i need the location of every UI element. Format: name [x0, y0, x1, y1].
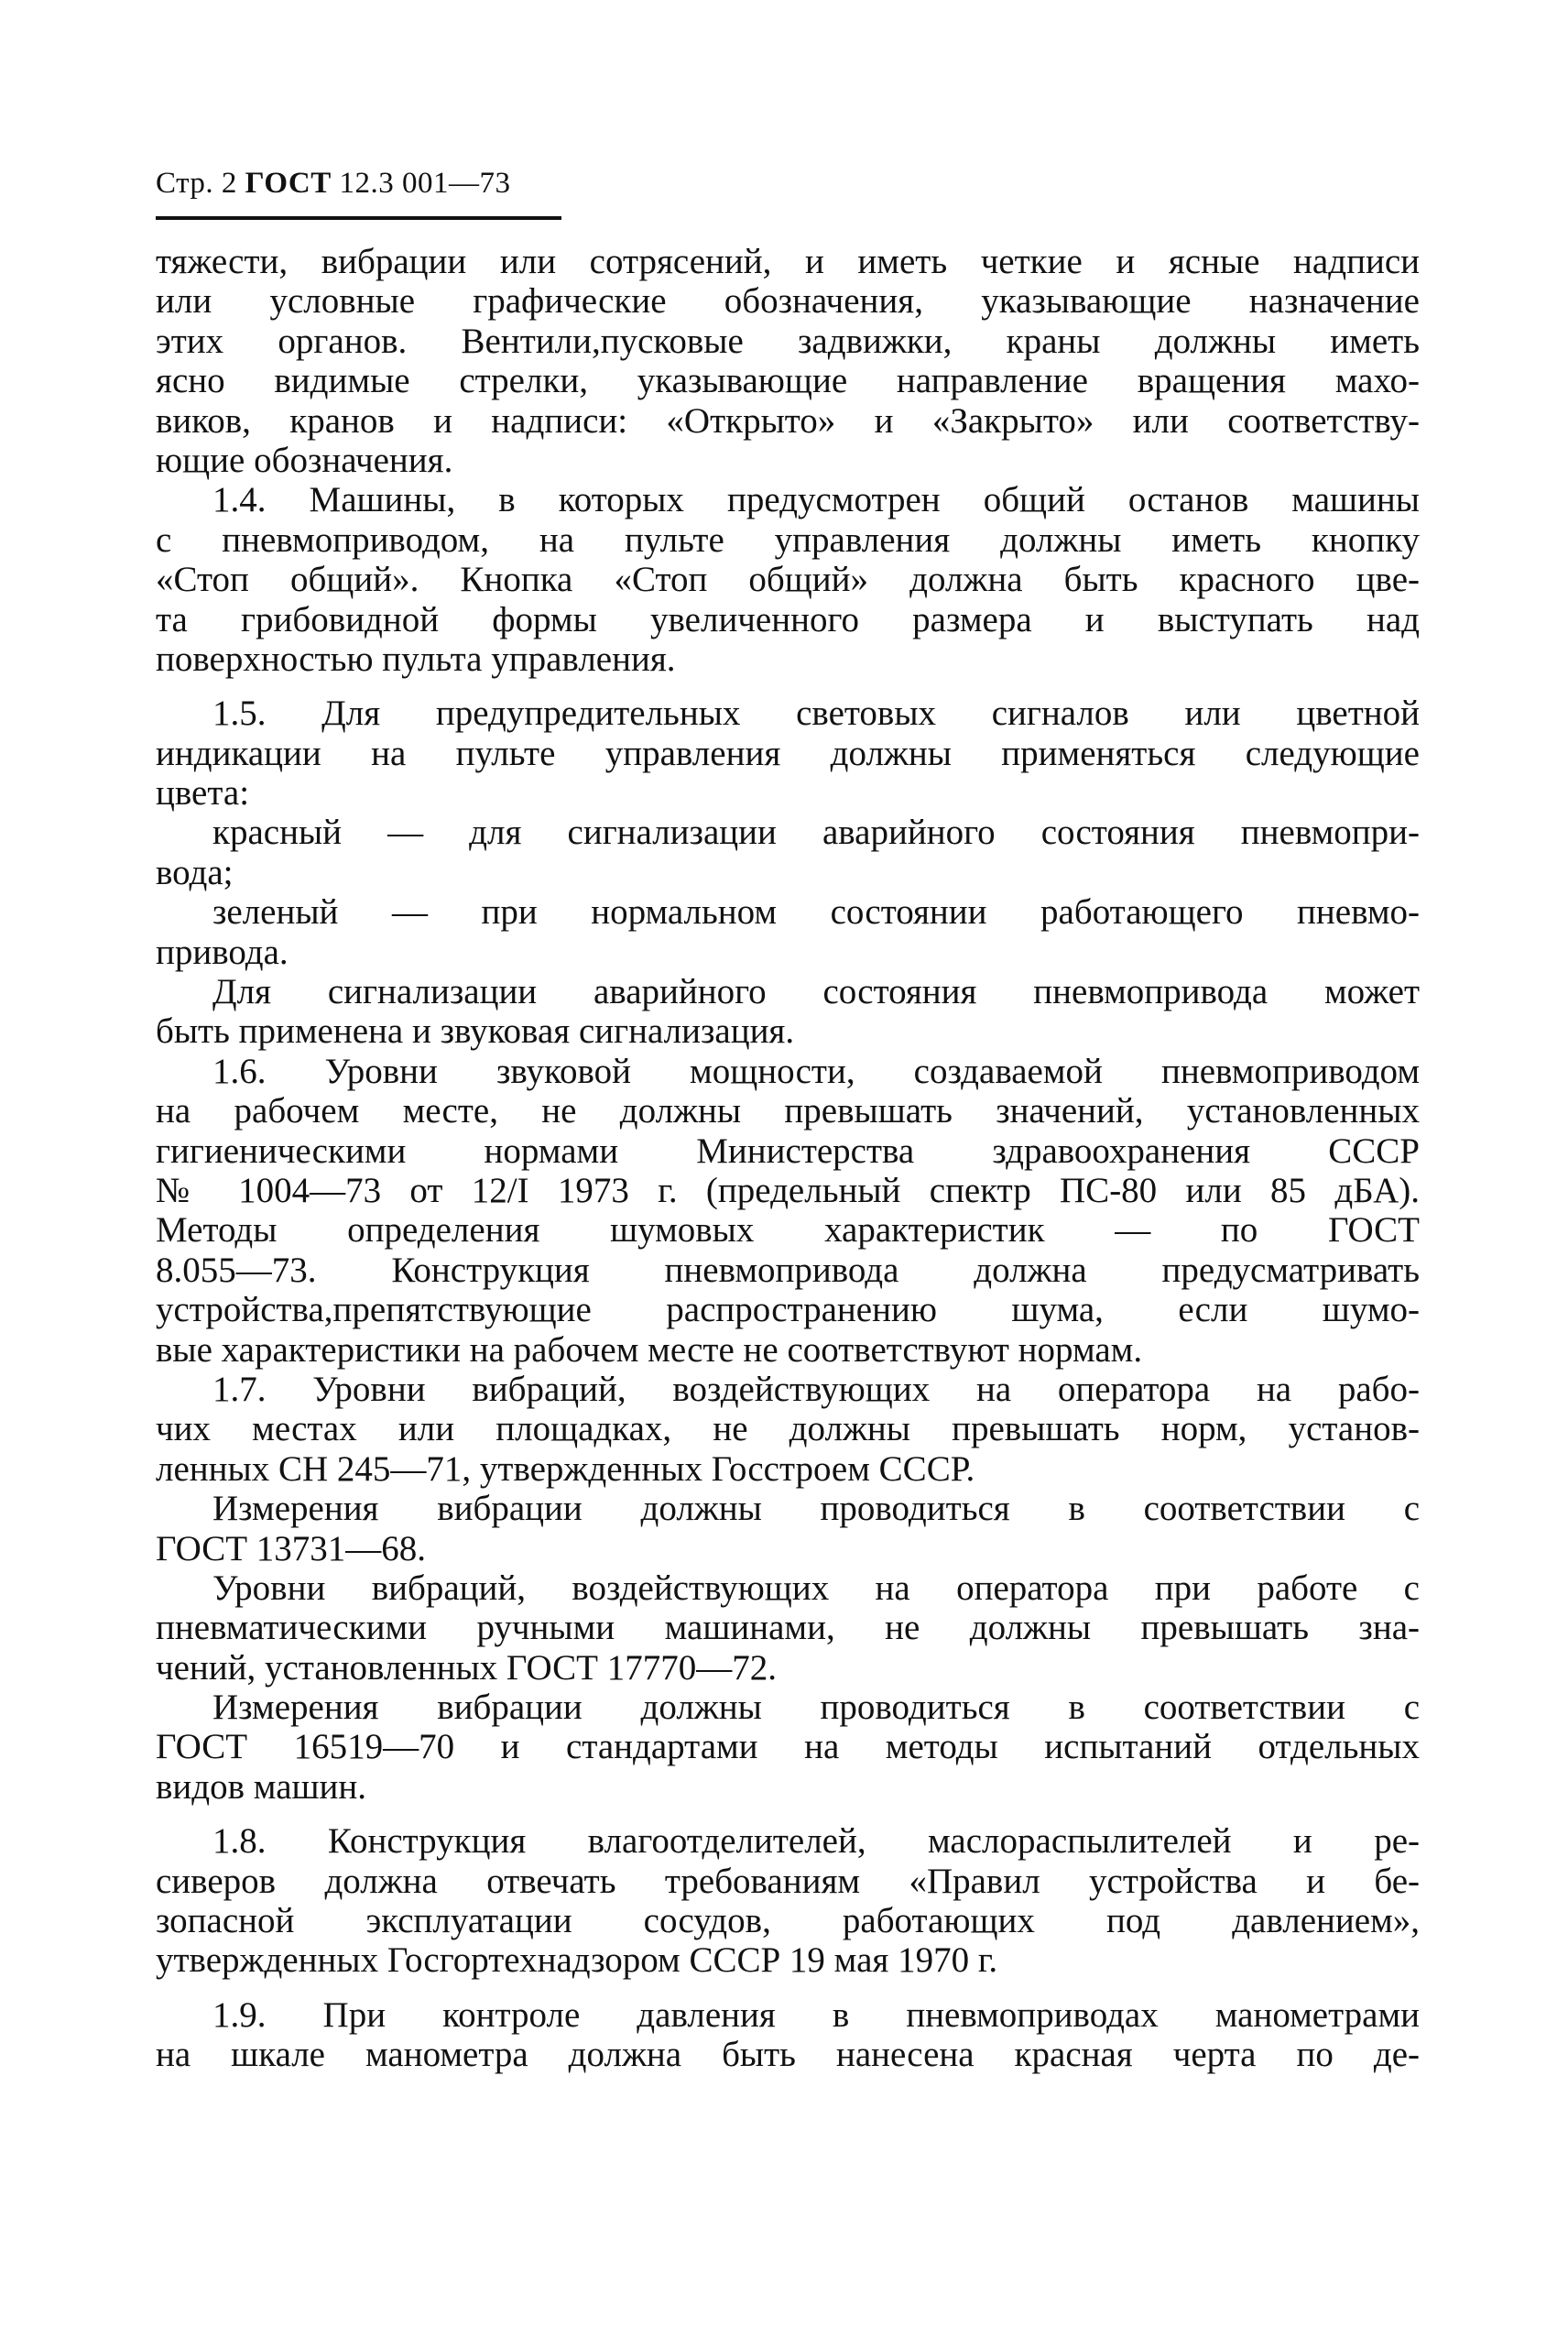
clause-1-9: 1.9. При контроле давления в пневмоприводах манометрами	[212, 1994, 1420, 2035]
text-line: быть применена и звуковая сигнализация.	[156, 1011, 795, 1052]
text-line: с пневмоприводом, на пульте управления должны иметь кнопку	[156, 519, 1420, 560]
header-rule	[156, 216, 561, 220]
text-line: зеленый — при нормальном состоянии работающего пневмо-	[212, 892, 1420, 933]
text-line: гигиеническими нормами Министерства здравоохранения СССР	[156, 1131, 1420, 1171]
text-line: устройства,препятствующие распространению шума, если шумо-	[156, 1290, 1420, 1330]
text-line: утвержденных Госгортехнадзором СССР 19 мая 1970 г.	[156, 1940, 998, 1981]
text-line: на шкале манометра должна быть нанесена красная черта по де-	[156, 2035, 1420, 2075]
text-line: ленных СН 245—71, утвержденных Госстроем СССР.	[156, 1448, 975, 1489]
clause-1-8: 1.8. Конструкция влагоотделителей, маслораспылителей и ре-	[212, 1821, 1420, 1862]
paragraph-gap	[156, 679, 1420, 694]
text-line: видов машин.	[156, 1766, 367, 1807]
text-line: 8.055—73. Конструкция пневмопривода должна предусматривать	[156, 1250, 1420, 1290]
standard-number: 12.3 001—73	[339, 167, 511, 200]
text-line: № 1004—73 от 12/I 1973 г. (предельный спектр ПС-80 или 85 дБА).	[156, 1170, 1420, 1210]
page-header	[156, 167, 511, 201]
text-line: виков, кранов и надписи: «Открыто» и «Закрыто» или соответству-	[156, 400, 1420, 441]
text-line: Измерения вибрации должны проводиться в соответствии с	[212, 1489, 1420, 1529]
text-line: индикации на пульте управления должны применяться следующие	[156, 733, 1420, 773]
text-line: вые характеристики на рабочем месте не соответствуют нормам.	[156, 1329, 1143, 1370]
text-line: сиверов должна отвечать требованиям «Правил устройства и бе-	[156, 1861, 1420, 1901]
text-line: ясно видимые стрелки, указывающие направление вращения махо-	[156, 361, 1420, 401]
text-line: ГОСТ 13731—68.	[156, 1528, 427, 1568]
text-line: ГОСТ 16519—70 и стандартами на методы испытаний отдельных	[156, 1727, 1420, 1767]
text-line: на рабочем месте, не должны превышать значений, установленных	[156, 1091, 1420, 1131]
text-line: чих местах или площадках, не должны превышать норм, установ-	[156, 1409, 1420, 1449]
text-line: чений, установленных ГОСТ 17770—72.	[156, 1647, 777, 1688]
clause-1-7: 1.7. Уровни вибраций, воздействующих на оператора на рабо-	[212, 1369, 1420, 1409]
text-line: этих органов. Вентили,пусковые задвижки, краны должны иметь	[156, 321, 1420, 361]
text-line: красный — для сигнализации аварийного состояния пневмопри-	[212, 813, 1420, 853]
paragraph-gap	[156, 1981, 1420, 1995]
page-number: Стр. 2	[156, 167, 237, 200]
text-line: Методы определения шумовых характеристик — по ГОСТ	[156, 1210, 1420, 1251]
text-line: пневматическими ручными машинами, не должны превышать зна-	[156, 1608, 1420, 1648]
text-line: поверхностью пульта управления.	[156, 639, 676, 679]
clause-1-4: 1.4. Машины, в которых предусмотрен общий останов машины	[212, 480, 1420, 520]
text-line: Измерения вибрации должны проводиться в соответствии с	[212, 1688, 1420, 1728]
text-line: тяжести, вибрации или сотрясений, и иметь четкие и ясные надписи	[156, 242, 1420, 281]
paragraph-gap	[156, 1807, 1420, 1821]
gost-label: ГОСТ	[245, 167, 332, 200]
text-line: привода.	[156, 932, 289, 972]
text-line: Уровни вибраций, воздействующих на оператора при работе с	[212, 1568, 1420, 1608]
clause-1-6: 1.6. Уровни звуковой мощности, создаваемой пневмоприводом	[212, 1051, 1420, 1091]
text-line: та грибовидной формы увеличенного размера и выступать над	[156, 599, 1420, 639]
text-line: или условные графические обозначения, указывающие назначение	[156, 281, 1420, 322]
clause-1-5: 1.5. Для предупредительных световых сигналов или цветной	[212, 694, 1420, 734]
text-line: Для сигнализации аварийного состояния пневмопривода может	[212, 972, 1420, 1012]
text-line: вода;	[156, 852, 234, 892]
text-line: зопасной эксплуатации сосудов, работающих под давлением»,	[156, 1901, 1420, 1941]
text-line: «Стоп общий». Кнопка «Стоп общий» должна быть красного цве-	[156, 560, 1420, 600]
text-line: ющие обозначения.	[156, 440, 453, 480]
text-line: цвета:	[156, 773, 250, 814]
body-text	[156, 242, 1420, 2075]
